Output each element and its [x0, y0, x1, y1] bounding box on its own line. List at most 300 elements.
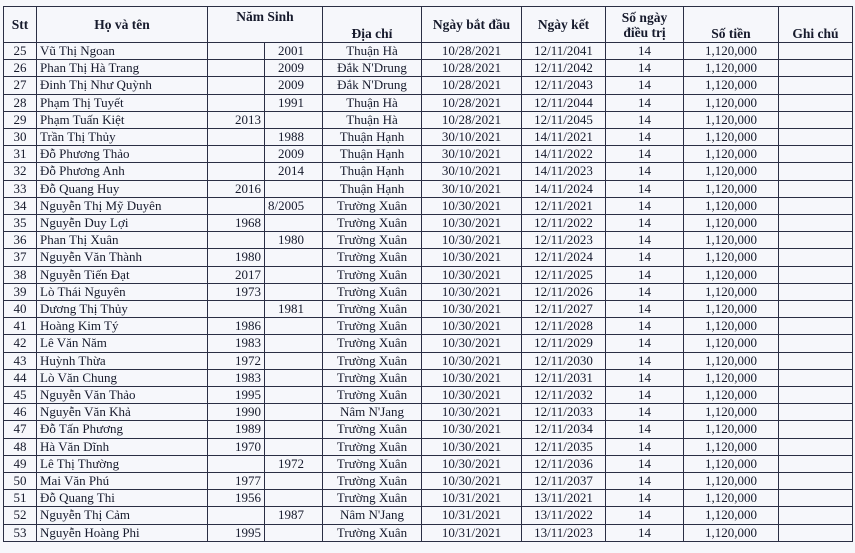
cell-start-date: 10/28/2021 [422, 94, 522, 111]
cell-start-date: 10/28/2021 [422, 77, 522, 94]
cell-start-date: 10/30/2021 [422, 369, 522, 386]
table-row [4, 369, 853, 386]
cell-name: Nguyễn Tiến Đạt [37, 266, 208, 283]
cell-days: 14 [606, 60, 684, 77]
cell-name: Đỗ Phương Anh [37, 163, 208, 180]
cell-start-date: 10/30/2021 [422, 283, 522, 300]
cell-birth-year-female: 1972 [265, 455, 323, 472]
cell-birth-year-male: 1973 [208, 283, 265, 300]
cell-end-date: 14/11/2021 [522, 129, 606, 146]
header-days: Số ngày điều trị [606, 7, 684, 43]
table-row [4, 438, 853, 455]
cell-name: Vũ Thị Ngoan [37, 43, 208, 60]
cell-birth-year-female [265, 318, 323, 335]
cell-birth-year-female: 8/2005 [265, 197, 323, 214]
cell-amount: 1,120,000 [684, 43, 779, 60]
cell-name: Mai Văn Phú [37, 473, 208, 490]
cell-end-date: 14/11/2022 [522, 146, 606, 163]
cell-birth-year-female [265, 215, 323, 232]
cell-name: Lê Thị Thường [37, 455, 208, 472]
cell-days: 14 [606, 146, 684, 163]
cell-address: Trường Xuân [323, 283, 422, 300]
cell-note [779, 232, 853, 249]
cell-name: Phạm Tuấn Kiệt [37, 111, 208, 128]
cell-birth-year-female: 1980 [265, 232, 323, 249]
table-row [4, 404, 853, 421]
cell-amount: 1,120,000 [684, 60, 779, 77]
cell-end-date: 12/11/2030 [522, 352, 606, 369]
cell-days: 14 [606, 215, 684, 232]
cell-note [779, 77, 853, 94]
cell-start-date: 10/30/2021 [422, 455, 522, 472]
header-note: Ghi chú [779, 7, 853, 43]
cell-note [779, 387, 853, 404]
cell-address: Trường Xuân [323, 249, 422, 266]
cell-name: Lê Văn Năm [37, 335, 208, 352]
cell-end-date: 12/11/2041 [522, 43, 606, 60]
cell-amount: 1,120,000 [684, 352, 779, 369]
cell-days: 14 [606, 232, 684, 249]
cell-birth-year-male: 1989 [208, 421, 265, 438]
cell-stt: 32 [4, 163, 37, 180]
cell-birth-year-male [208, 507, 265, 524]
cell-amount: 1,120,000 [684, 387, 779, 404]
header-address: Địa chỉ [323, 7, 422, 43]
table-row [4, 94, 853, 111]
cell-note [779, 404, 853, 421]
cell-stt: 47 [4, 421, 37, 438]
cell-end-date: 12/11/2024 [522, 249, 606, 266]
cell-birth-year-male [208, 146, 265, 163]
cell-name: Nguyễn Duy Lợi [37, 215, 208, 232]
cell-birth-year-female [265, 283, 323, 300]
cell-end-date: 12/11/2029 [522, 335, 606, 352]
cell-note [779, 180, 853, 197]
cell-days: 14 [606, 111, 684, 128]
cell-days: 14 [606, 266, 684, 283]
header-name: Họ và tên [37, 7, 208, 43]
cell-amount: 1,120,000 [684, 163, 779, 180]
cell-note [779, 369, 853, 386]
cell-days: 14 [606, 387, 684, 404]
header-start-date: Ngày bắt đầu [422, 7, 522, 43]
cell-start-date: 10/30/2021 [422, 232, 522, 249]
table-row [4, 129, 853, 146]
header-end-date: Ngày kết [522, 7, 606, 43]
cell-note [779, 215, 853, 232]
cell-end-date: 12/11/2026 [522, 283, 606, 300]
cell-stt: 29 [4, 111, 37, 128]
table-row [4, 335, 853, 352]
cell-days: 14 [606, 318, 684, 335]
cell-stt: 52 [4, 507, 37, 524]
cell-amount: 1,120,000 [684, 404, 779, 421]
cell-birth-year-male: 1986 [208, 318, 265, 335]
cell-end-date: 12/11/2045 [522, 111, 606, 128]
cell-birth-year-female [265, 369, 323, 386]
cell-name: Nguyễn Thị Mỹ Duyên [37, 197, 208, 214]
header-birth-year: Năm Sinh [208, 7, 323, 43]
table-row [4, 301, 853, 318]
cell-address: Trường Xuân [323, 318, 422, 335]
table-row [4, 387, 853, 404]
cell-stt: 43 [4, 352, 37, 369]
cell-address: Nâm N'Jang [323, 404, 422, 421]
cell-start-date: 30/10/2021 [422, 163, 522, 180]
cell-start-date: 10/30/2021 [422, 249, 522, 266]
cell-start-date: 10/30/2021 [422, 473, 522, 490]
cell-end-date: 12/11/2037 [522, 473, 606, 490]
cell-address: Trường Xuân [323, 438, 422, 455]
cell-birth-year-male: 1983 [208, 369, 265, 386]
cell-note [779, 129, 853, 146]
cell-note [779, 352, 853, 369]
cell-amount: 1,120,000 [684, 94, 779, 111]
cell-start-date: 10/31/2021 [422, 490, 522, 507]
header-row [4, 7, 853, 43]
cell-days: 14 [606, 455, 684, 472]
cell-address: Trường Xuân [323, 490, 422, 507]
cell-name: Nguyễn Hoàng Phi [37, 524, 208, 541]
cell-end-date: 12/11/2043 [522, 77, 606, 94]
cell-address: Thuận Hạnh [323, 146, 422, 163]
cell-birth-year-male [208, 301, 265, 318]
cell-end-date: 12/11/2033 [522, 404, 606, 421]
cell-amount: 1,120,000 [684, 146, 779, 163]
cell-birth-year-male [208, 43, 265, 60]
cell-address: Trường Xuân [323, 421, 422, 438]
cell-birth-year-female [265, 438, 323, 455]
cell-birth-year-female: 1987 [265, 507, 323, 524]
cell-note [779, 421, 853, 438]
cell-note [779, 283, 853, 300]
cell-birth-year-female: 1981 [265, 301, 323, 318]
table-row [4, 197, 853, 214]
cell-address: Trường Xuân [323, 473, 422, 490]
cell-birth-year-female [265, 352, 323, 369]
cell-birth-year-male: 2017 [208, 266, 265, 283]
cell-birth-year-male: 1972 [208, 352, 265, 369]
cell-amount: 1,120,000 [684, 111, 779, 128]
cell-start-date: 10/30/2021 [422, 352, 522, 369]
cell-end-date: 12/11/2035 [522, 438, 606, 455]
cell-address: Thuận Hạnh [323, 129, 422, 146]
cell-address: Thuận Hà [323, 94, 422, 111]
cell-birth-year-male [208, 232, 265, 249]
cell-note [779, 197, 853, 214]
cell-birth-year-female [265, 524, 323, 541]
cell-start-date: 10/30/2021 [422, 266, 522, 283]
cell-stt: 34 [4, 197, 37, 214]
cell-address: Thuận Hà [323, 111, 422, 128]
cell-address: Nâm N'Jang [323, 507, 422, 524]
cell-amount: 1,120,000 [684, 266, 779, 283]
cell-birth-year-male: 2016 [208, 180, 265, 197]
cell-amount: 1,120,000 [684, 507, 779, 524]
cell-name: Hoàng Kim Tý [37, 318, 208, 335]
cell-end-date: 12/11/2044 [522, 94, 606, 111]
patient-table [3, 6, 853, 542]
table-row [4, 180, 853, 197]
cell-birth-year-male: 1995 [208, 387, 265, 404]
cell-name: Huỳnh Thừa [37, 352, 208, 369]
table-row [4, 473, 853, 490]
cell-note [779, 507, 853, 524]
cell-stt: 25 [4, 43, 37, 60]
table-row [4, 77, 853, 94]
cell-note [779, 524, 853, 541]
cell-birth-year-female [265, 387, 323, 404]
cell-start-date: 30/10/2021 [422, 146, 522, 163]
table-row [4, 352, 853, 369]
table-row [4, 524, 853, 541]
cell-days: 14 [606, 335, 684, 352]
table-row [4, 490, 853, 507]
cell-days: 14 [606, 507, 684, 524]
cell-days: 14 [606, 421, 684, 438]
table-row [4, 283, 853, 300]
cell-birth-year-male: 1983 [208, 335, 265, 352]
cell-note [779, 335, 853, 352]
cell-stt: 50 [4, 473, 37, 490]
cell-birth-year-male: 1980 [208, 249, 265, 266]
cell-name: Đỗ Quang Thi [37, 490, 208, 507]
table-row [4, 163, 853, 180]
cell-note [779, 94, 853, 111]
cell-note [779, 60, 853, 77]
cell-birth-year-female [265, 266, 323, 283]
cell-name: Nguyễn Thị Cảm [37, 507, 208, 524]
cell-stt: 40 [4, 301, 37, 318]
cell-start-date: 10/30/2021 [422, 215, 522, 232]
cell-address: Trường Xuân [323, 369, 422, 386]
cell-birth-year-female [265, 473, 323, 490]
cell-birth-year-female [265, 180, 323, 197]
cell-name: Đinh Thị Như Quỳnh [37, 77, 208, 94]
cell-birth-year-male [208, 455, 265, 472]
cell-stt: 35 [4, 215, 37, 232]
cell-stt: 39 [4, 283, 37, 300]
cell-address: Trường Xuân [323, 301, 422, 318]
cell-address: Trường Xuân [323, 197, 422, 214]
table-row [4, 266, 853, 283]
cell-end-date: 13/11/2023 [522, 524, 606, 541]
cell-name: Dương Thị Thủy [37, 301, 208, 318]
cell-start-date: 10/30/2021 [422, 438, 522, 455]
cell-name: Đỗ Tấn Phương [37, 421, 208, 438]
cell-address: Trường Xuân [323, 215, 422, 232]
cell-birth-year-male: 1968 [208, 215, 265, 232]
cell-birth-year-male [208, 77, 265, 94]
cell-name: Đỗ Phương Thảo [37, 146, 208, 163]
cell-end-date: 14/11/2023 [522, 163, 606, 180]
cell-birth-year-female [265, 335, 323, 352]
cell-start-date: 10/31/2021 [422, 524, 522, 541]
cell-amount: 1,120,000 [684, 335, 779, 352]
cell-note [779, 111, 853, 128]
cell-address: Trường Xuân [323, 232, 422, 249]
cell-birth-year-male: 1970 [208, 438, 265, 455]
cell-birth-year-female [265, 490, 323, 507]
cell-end-date: 12/11/2032 [522, 387, 606, 404]
cell-name: Trần Thị Thủy [37, 129, 208, 146]
cell-end-date: 14/11/2024 [522, 180, 606, 197]
cell-days: 14 [606, 283, 684, 300]
cell-end-date: 12/11/2027 [522, 301, 606, 318]
cell-amount: 1,120,000 [684, 473, 779, 490]
cell-start-date: 10/28/2021 [422, 111, 522, 128]
cell-end-date: 12/11/2025 [522, 266, 606, 283]
cell-stt: 33 [4, 180, 37, 197]
cell-stt: 37 [4, 249, 37, 266]
cell-name: Đỗ Quang Huy [37, 180, 208, 197]
cell-start-date: 10/30/2021 [422, 335, 522, 352]
table-row [4, 507, 853, 524]
cell-stt: 42 [4, 335, 37, 352]
cell-stt: 30 [4, 129, 37, 146]
cell-amount: 1,120,000 [684, 421, 779, 438]
cell-days: 14 [606, 94, 684, 111]
cell-days: 14 [606, 369, 684, 386]
cell-days: 14 [606, 524, 684, 541]
cell-end-date: 12/11/2034 [522, 421, 606, 438]
cell-note [779, 249, 853, 266]
cell-end-date: 12/11/2023 [522, 232, 606, 249]
cell-name: Lò Văn Chung [37, 369, 208, 386]
header-amount: Số tiền [684, 7, 779, 43]
cell-name: Phan Thị Hà Trang [37, 60, 208, 77]
cell-birth-year-male [208, 94, 265, 111]
cell-birth-year-female [265, 404, 323, 421]
cell-address: Đắk N'Drung [323, 77, 422, 94]
cell-stt: 44 [4, 369, 37, 386]
cell-name: Nguyễn Văn Thành [37, 249, 208, 266]
cell-note [779, 266, 853, 283]
cell-start-date: 10/28/2021 [422, 60, 522, 77]
cell-days: 14 [606, 438, 684, 455]
cell-start-date: 10/30/2021 [422, 197, 522, 214]
cell-note [779, 455, 853, 472]
cell-days: 14 [606, 490, 684, 507]
cell-days: 14 [606, 180, 684, 197]
cell-days: 14 [606, 352, 684, 369]
cell-amount: 1,120,000 [684, 180, 779, 197]
cell-birth-year-male: 1990 [208, 404, 265, 421]
cell-name: Nguyễn Văn Thảo [37, 387, 208, 404]
cell-birth-year-female [265, 421, 323, 438]
cell-address: Trường Xuân [323, 387, 422, 404]
cell-name: Phan Thị Xuân [37, 232, 208, 249]
cell-end-date: 12/11/2042 [522, 60, 606, 77]
cell-days: 14 [606, 301, 684, 318]
cell-address: Trường Xuân [323, 524, 422, 541]
cell-birth-year-female: 1991 [265, 94, 323, 111]
cell-amount: 1,120,000 [684, 318, 779, 335]
cell-days: 14 [606, 129, 684, 146]
cell-birth-year-female: 2009 [265, 77, 323, 94]
cell-start-date: 10/30/2021 [422, 318, 522, 335]
cell-stt: 31 [4, 146, 37, 163]
cell-amount: 1,120,000 [684, 524, 779, 541]
cell-days: 14 [606, 404, 684, 421]
cell-stt: 26 [4, 60, 37, 77]
cell-end-date: 13/11/2022 [522, 507, 606, 524]
cell-address: Đắk N'Drung [323, 60, 422, 77]
cell-end-date: 12/11/2036 [522, 455, 606, 472]
cell-note [779, 318, 853, 335]
cell-amount: 1,120,000 [684, 232, 779, 249]
cell-note [779, 301, 853, 318]
cell-birth-year-male: 2013 [208, 111, 265, 128]
cell-birth-year-female: 2009 [265, 60, 323, 77]
cell-amount: 1,120,000 [684, 369, 779, 386]
cell-address: Thuận Hạnh [323, 180, 422, 197]
table-row [4, 421, 853, 438]
cell-days: 14 [606, 473, 684, 490]
cell-end-date: 12/11/2031 [522, 369, 606, 386]
cell-address: Thuận Hạnh [323, 163, 422, 180]
cell-end-date: 12/11/2022 [522, 215, 606, 232]
cell-birth-year-female: 2001 [265, 43, 323, 60]
cell-birth-year-male: 1977 [208, 473, 265, 490]
cell-amount: 1,120,000 [684, 490, 779, 507]
cell-end-date: 12/11/2028 [522, 318, 606, 335]
cell-birth-year-male: 1956 [208, 490, 265, 507]
cell-stt: 49 [4, 455, 37, 472]
header-stt: Stt [4, 7, 37, 43]
table-row [4, 146, 853, 163]
table-row [4, 60, 853, 77]
cell-days: 14 [606, 163, 684, 180]
table-row [4, 43, 853, 60]
cell-birth-year-female [265, 111, 323, 128]
cell-stt: 36 [4, 232, 37, 249]
cell-amount: 1,120,000 [684, 249, 779, 266]
cell-stt: 53 [4, 524, 37, 541]
cell-stt: 38 [4, 266, 37, 283]
cell-note [779, 473, 853, 490]
cell-days: 14 [606, 197, 684, 214]
cell-days: 14 [606, 43, 684, 60]
cell-stt: 51 [4, 490, 37, 507]
cell-address: Trường Xuân [323, 266, 422, 283]
cell-amount: 1,120,000 [684, 77, 779, 94]
cell-days: 14 [606, 249, 684, 266]
table-row [4, 215, 853, 232]
cell-birth-year-male: 1995 [208, 524, 265, 541]
cell-note [779, 163, 853, 180]
cell-start-date: 10/30/2021 [422, 404, 522, 421]
cell-stt: 46 [4, 404, 37, 421]
cell-name: Lò Thái Nguyên [37, 283, 208, 300]
cell-note [779, 490, 853, 507]
cell-stt: 41 [4, 318, 37, 335]
cell-end-date: 12/11/2021 [522, 197, 606, 214]
table-row [4, 455, 853, 472]
cell-amount: 1,120,000 [684, 438, 779, 455]
table-row [4, 318, 853, 335]
cell-stt: 48 [4, 438, 37, 455]
cell-note [779, 146, 853, 163]
cell-amount: 1,120,000 [684, 455, 779, 472]
cell-start-date: 10/28/2021 [422, 43, 522, 60]
cell-amount: 1,120,000 [684, 197, 779, 214]
cell-birth-year-female: 1988 [265, 129, 323, 146]
cell-birth-year-male [208, 129, 265, 146]
cell-stt: 28 [4, 94, 37, 111]
cell-start-date: 10/31/2021 [422, 507, 522, 524]
cell-birth-year-female: 2009 [265, 146, 323, 163]
